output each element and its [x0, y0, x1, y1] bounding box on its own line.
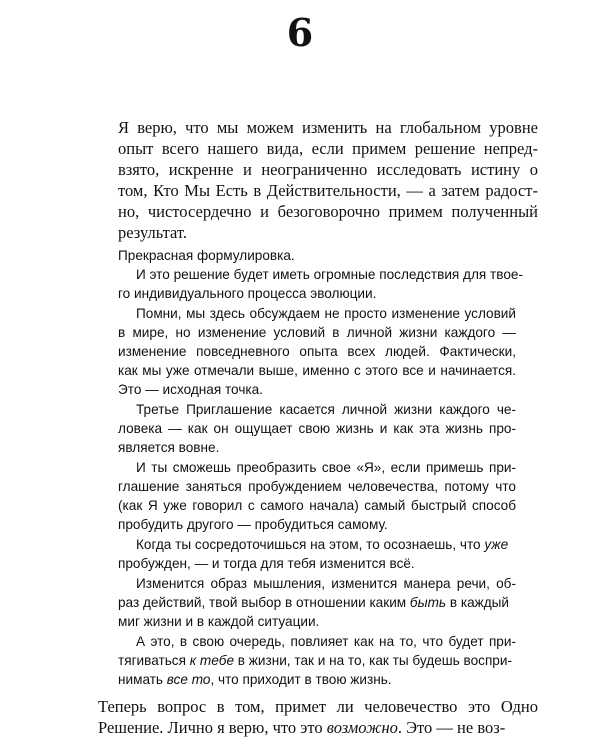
intro-line: том, Кто Мы Есть в Действительности, — а затем радост-: [118, 181, 538, 200]
reply-text: раз действий, твой выбор в отношении каким: [118, 595, 410, 610]
reply-text: тягиваться: [118, 653, 190, 668]
reply-line: ловека — как он ощущает свою жизнь и как эта жизнь про-: [118, 421, 516, 436]
chapter-number: 6: [286, 10, 314, 55]
reply-line: в мире, но изменение условий в личной жизни каждого —: [118, 325, 516, 340]
reply-line: изменение повседневного опыта всех людей. Фактически,: [118, 344, 516, 359]
reply-line: глашение заняться пробуждением человечества, потому что: [118, 479, 516, 494]
reply-emphasis: быть: [409, 595, 447, 610]
intro-line: Я верю, что мы можем изменить на глобальном уровне: [118, 118, 538, 137]
intro-line: опыт всего нашего вида, если примем решение непред-: [118, 139, 538, 158]
reply-line: [136, 536, 508, 554]
intro-line: взято, искренне и неограниченно исследовать истину о: [118, 160, 538, 179]
reply-line: Третье Приглашение касается личной жизни каждого че-: [136, 402, 516, 417]
reply-text: в каждый: [446, 595, 510, 610]
reply-line: И это решение будет иметь огромные последствия для твое-: [136, 267, 523, 282]
reply-line: го индивидуального процесса эволюции.: [118, 286, 377, 301]
closing-text: Решение. Лично я верю, что это: [98, 718, 327, 737]
reply-text: Когда ты сосредоточишься на этом, то осознаешь, что: [136, 537, 485, 552]
closing-emphasis: возможно: [326, 718, 398, 737]
reply-line: пробудить другого — пробудиться самому.: [118, 517, 388, 532]
reply-line: Это — исходная точка.: [118, 382, 263, 397]
reply-emphasis: уже: [484, 537, 509, 552]
reply-emphasis: к тебе: [189, 653, 235, 668]
reply-line: [118, 652, 512, 670]
reply-line: является вовне.: [118, 440, 220, 455]
reply-line: Прекрасная формулировка.: [118, 248, 295, 263]
closing-line: Теперь вопрос в том, примет ли человечество это Одно: [98, 697, 538, 716]
reply-line: миг жизни и в каждой ситуации.: [118, 614, 320, 629]
reply-line: (как Я уже говорил с самого начала) самый быстрый способ: [118, 498, 516, 513]
reply-line: Изменится образ мышления, изменится манера речи, об-: [136, 576, 516, 591]
reply-text: , что приходит в твою жизнь.: [210, 672, 392, 687]
reply-line: И ты сможешь преобразить свое «Я», если примешь при-: [136, 460, 516, 475]
reply-line: [118, 594, 509, 612]
closing-line: [98, 718, 505, 738]
reply-emphasis: все то: [166, 672, 211, 687]
reply-text: в жизни, так и на то, как ты будешь воспри-: [234, 653, 512, 668]
intro-line: результат.: [118, 223, 188, 242]
intro-line: но, чистосердечно и безоговорочно примем полученный: [118, 202, 538, 221]
reply-line: [118, 671, 392, 689]
reply-line: как мы уже отмечали выше, именно с этого все и начинается.: [118, 363, 516, 378]
reply-line: А это, в свою очередь, повлияет как на то, что будет при-: [136, 634, 516, 649]
reply-line: пробужден, — и тогда для тебя изменится всё.: [118, 556, 415, 571]
reply-line: Помни, мы здесь обсуждаем не просто изменение условий: [136, 306, 516, 321]
reply-text: нимать: [118, 672, 167, 687]
closing-text: . Это — не воз-: [397, 718, 506, 737]
